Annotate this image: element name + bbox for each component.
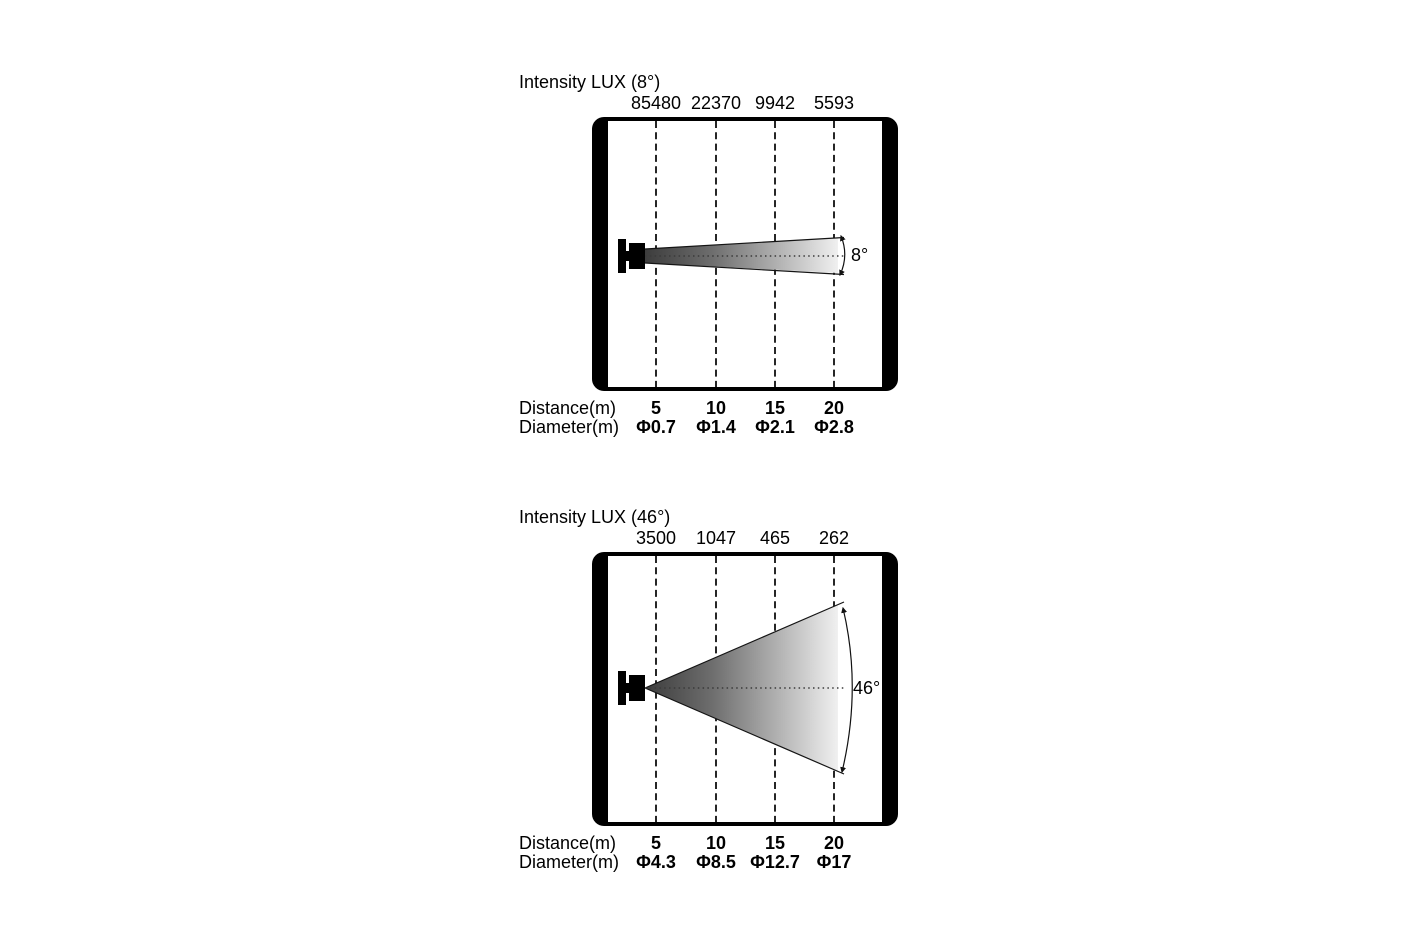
beam-chart-46deg	[519, 507, 919, 907]
lux-value: 262	[818, 528, 850, 548]
lux-value: 1047	[695, 528, 737, 548]
beam-chart-8deg	[519, 72, 919, 472]
light-fixture-icon	[618, 671, 645, 705]
diameter-value: Φ12.7	[750, 852, 800, 872]
diameter-value: Φ2.8	[814, 417, 854, 437]
diameter-row-label: Diameter(m)	[519, 417, 620, 437]
beam-angle-label: 8°	[851, 245, 869, 265]
diameter-value: Φ8.5	[696, 852, 736, 872]
light-fixture-icon	[618, 239, 645, 273]
distance-value: 20	[823, 398, 845, 418]
distance-value: 10	[705, 398, 727, 418]
distance-value: 15	[764, 833, 786, 853]
chart-title: Intensity LUX (8°)	[519, 72, 661, 92]
diameter-row-label: Diameter(m)	[519, 852, 620, 872]
distance-value: 15	[764, 398, 786, 418]
beam-frame	[592, 552, 898, 826]
diameter-value: Φ17	[816, 852, 852, 872]
lux-value: 85480	[630, 93, 682, 113]
beam-drawing	[608, 121, 882, 387]
lux-value: 5593	[813, 93, 855, 113]
distance-value: 20	[823, 833, 845, 853]
beam-drawing	[608, 556, 882, 822]
lux-value: 465	[759, 528, 791, 548]
distance-row-label: Distance(m)	[519, 833, 617, 853]
diameter-value: Φ1.4	[696, 417, 736, 437]
lux-value: 9942	[754, 93, 796, 113]
angle-arc	[842, 608, 852, 772]
distance-value: 10	[705, 833, 727, 853]
beam-frame	[592, 117, 898, 391]
diameter-value: Φ4.3	[636, 852, 676, 872]
lux-value: 3500	[635, 528, 677, 548]
distance-value: 5	[650, 833, 661, 853]
diameter-value: Φ0.7	[636, 417, 676, 437]
beam-angle-label: 46°	[853, 678, 881, 698]
distance-row-label: Distance(m)	[519, 398, 617, 418]
chart-title: Intensity LUX (46°)	[519, 507, 671, 527]
diameter-value: Φ2.1	[755, 417, 795, 437]
lux-value: 22370	[690, 93, 742, 113]
distance-value: 5	[650, 398, 661, 418]
